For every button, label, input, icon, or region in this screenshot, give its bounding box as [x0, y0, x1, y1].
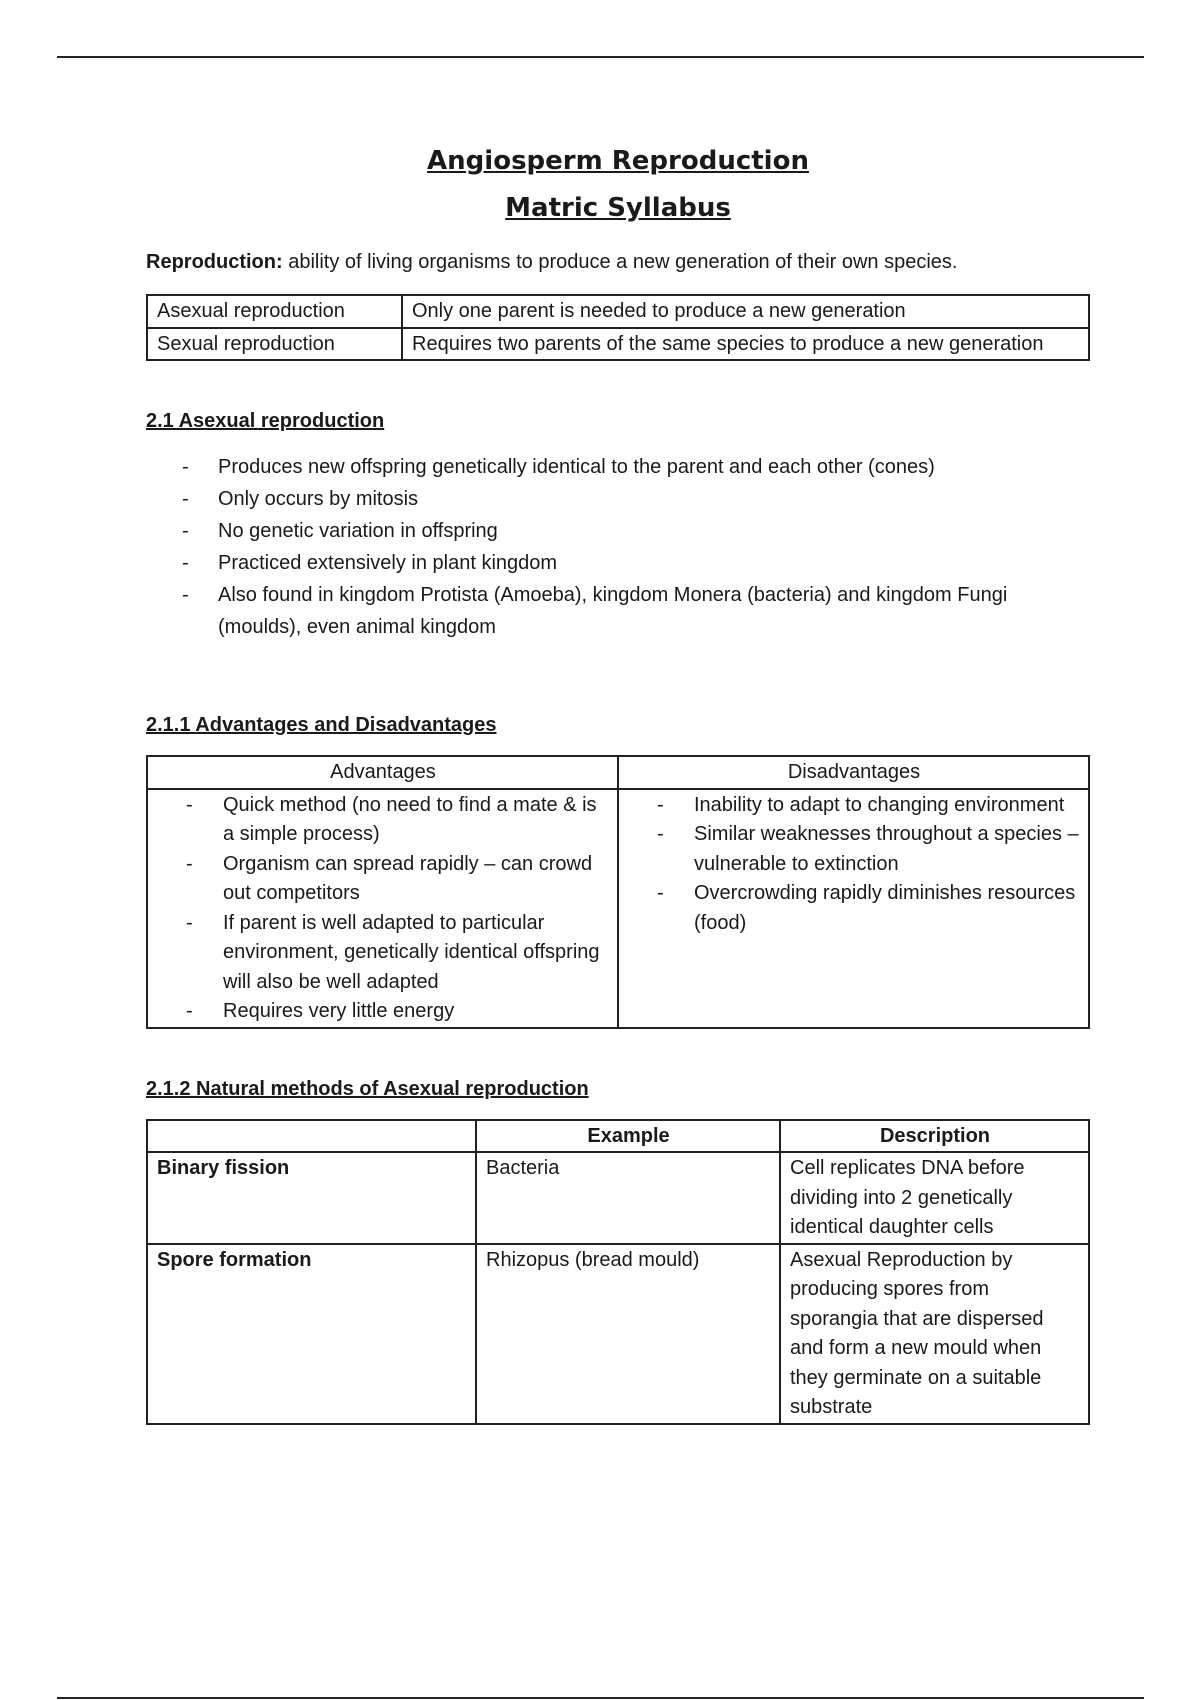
advantages-list [148, 791, 609, 1027]
footer-rule [57, 1697, 1144, 1699]
list-item: - Quick method (no need to find a mate & is a simple process) [148, 791, 609, 850]
reproduction-types-table [146, 294, 1090, 361]
table-row [147, 1244, 1089, 1424]
document-subtitle: Matric Syllabus [505, 193, 731, 223]
advantages-table [146, 755, 1090, 1029]
table-header-row [147, 1120, 1089, 1153]
natural-methods-table [146, 1119, 1090, 1425]
disadvantages-cell [618, 789, 1089, 1028]
type-cell: Asexual reproduction [147, 295, 402, 328]
advantages-column-header: Advantages [147, 756, 618, 789]
method-column-header [147, 1120, 476, 1153]
description-cell: Requires two parents of the same species to produce a new generation [402, 328, 1089, 361]
example-column-header: Example [476, 1120, 780, 1153]
method-cell: Spore formation [147, 1244, 476, 1424]
asexual-points-list [146, 451, 1090, 643]
description-column-header: Description [780, 1120, 1089, 1153]
list-item: - Also found in kingdom Protista (Amoeba), kingdom Monera (bacteria) and kingdom Fungi (moulds), even animal kingdom [146, 579, 1090, 643]
table-header-row [147, 756, 1089, 789]
list-item: - Requires very little energy [148, 997, 609, 1027]
list-item: - Only occurs by mitosis [146, 483, 1090, 515]
description-cell: Only one parent is needed to produce a new generation [402, 295, 1089, 328]
table-row [147, 1152, 1089, 1244]
document-title: Angiosperm Reproduction [427, 146, 809, 176]
definition-term: Reproduction: [146, 251, 283, 273]
description-cell: Cell replicates DNA before dividing into 2 genetically identical daughter cells [780, 1152, 1089, 1244]
list-item: - Overcrowding rapidly diminishes resources (food) [619, 879, 1080, 938]
list-item: - If parent is well adapted to particular environment, genetically identical offspring will also be well adapted [148, 909, 609, 998]
table-row [147, 328, 1089, 361]
example-cell: Bacteria [476, 1152, 780, 1244]
description-cell: Asexual Reproduction by producing spores from sporangia that are dispersed and form a new mould when they germinate on a suitable substrate [780, 1244, 1089, 1424]
example-cell: Rhizopus (bread mould) [476, 1244, 780, 1424]
list-item: - Practiced extensively in plant kingdom [146, 547, 1090, 579]
list-item: - Organism can spread rapidly – can crowd out competitors [148, 850, 609, 909]
advantages-cell [147, 789, 618, 1028]
disadvantages-column-header: Disadvantages [618, 756, 1089, 789]
header-rule [57, 56, 1144, 58]
natural-methods-heading: 2.1.2 Natural methods of Asexual reproduction [146, 1077, 589, 1100]
reproduction-definition [146, 248, 1090, 276]
definition-text: ability of living organisms to produce a new generation of their own species. [282, 251, 958, 273]
list-item: - Inability to adapt to changing environment [619, 791, 1080, 821]
disadvantages-list [619, 791, 1080, 939]
table-row [147, 295, 1089, 328]
document-body [146, 140, 1090, 1425]
table-row [147, 789, 1089, 1028]
method-cell: Binary fission [147, 1152, 476, 1244]
list-item: - Produces new offspring genetically identical to the parent and each other (cones) [146, 451, 1090, 483]
advantages-heading: 2.1.1 Advantages and Disadvantages [146, 714, 497, 736]
list-item: - Similar weaknesses throughout a species – vulnerable to extinction [619, 820, 1080, 879]
list-item: - No genetic variation in offspring [146, 515, 1090, 547]
type-cell: Sexual reproduction [147, 328, 402, 361]
asexual-heading: 2.1 Asexual reproduction [146, 410, 385, 432]
